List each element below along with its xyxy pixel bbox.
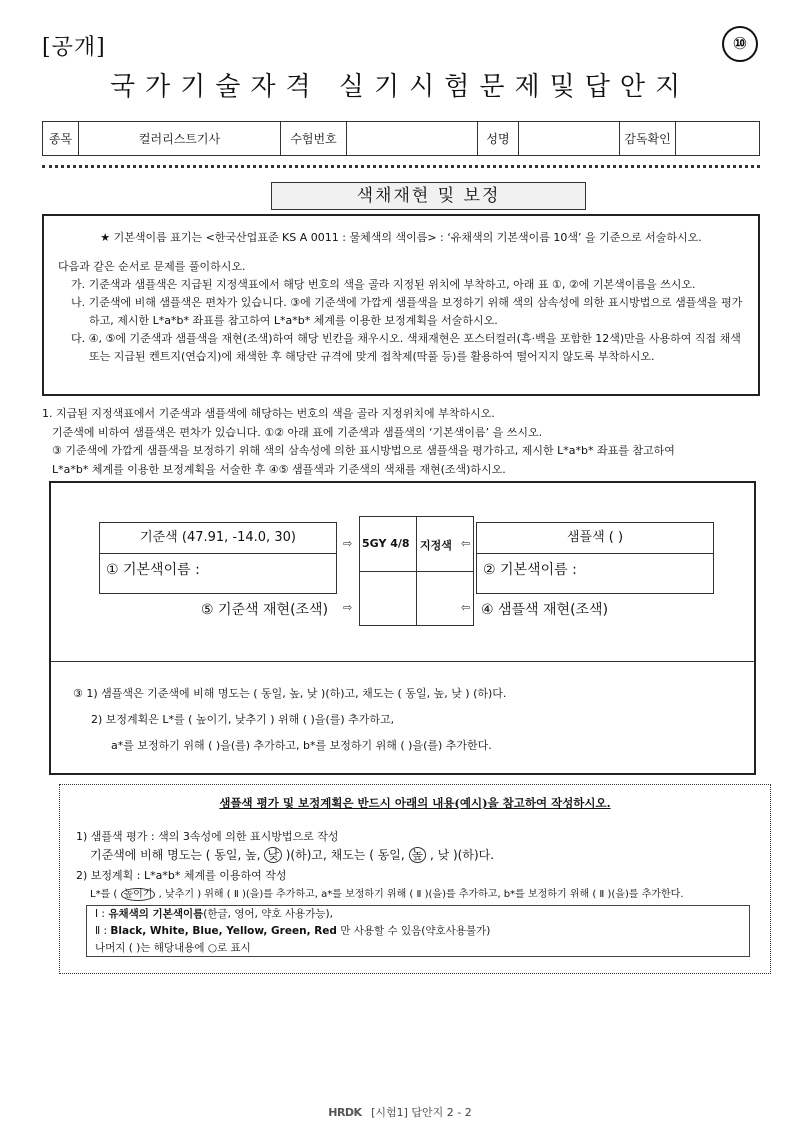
arrow-right-icon: ⇨ <box>343 537 353 550</box>
sample-color-name[interactable]: ② 기본색이름 : <box>483 562 577 578</box>
evaluation-line[interactable]: ③ 1) 샘플색은 기준색에 비해 명도는 ( 동일, 높, 낮 )(하)고, 채도는 ( 동일, 높, 낮 ) (하)다. <box>73 687 507 700</box>
circled-answer: 높이기 <box>121 888 156 901</box>
sample-reproduction-label: ④ 샘플색 재현(조색) <box>481 602 609 618</box>
legend-line: Ⅰ : 유채색의 기본색이름(한글, 영어, 약호 사용가능), <box>95 908 333 920</box>
dotted-divider <box>42 165 760 168</box>
example-line: L*를 ( 높이기 , 낮추기 ) 위해 ( Ⅱ )(을)를 추가하고, a*를 보정하기 위해 ( Ⅱ )(을)를 추가하고, b*를 보정하기 위해 ( Ⅱ )(을)를 추가한다. <box>90 889 684 900</box>
instruction-item: 다. ④, ⑤에 기준색과 샘플색을 재현(조색)하여 해당 빈칸을 채우시오. 색채재현은 포스터컬러(흑·백을 포함한 12색)만을 사용하여 직접 채색 또는 지급된 켄트지(연습지)에 채색한 후 해당란 규격에 맞게 접착제(딱풀 등)를 활용하여 떨어지지 않도록 부착하시오. <box>71 332 741 363</box>
question-text <box>42 405 762 479</box>
reference-color-header: 기준색 (47.91, -14.0, 30) <box>100 523 336 554</box>
footer-text: [시험1] 답안지 2 - 2 <box>371 1106 472 1119</box>
instruction-item: 나. 기준색에 비해 샘플색은 편차가 있습니다. ③에 기준색에 가깝게 샘플색을 보정하기 위해 색의 삼속성에 의한 표시방법으로 샘플색을 평가하고, 제시한 L*a*b* 좌표를 참고하여 L*a*b* 체계를 이용한 보정계획을 서술하시오. <box>71 296 743 327</box>
question-line: L*a*b* 체계를 이용한 보정계획을 서술한 후 ④⑤ 샘플색과 기준색의 색채를 재현(조색)하시오. <box>52 462 506 476</box>
circled-answer: 높 <box>409 847 427 863</box>
label-supervisor: 감독확인 <box>620 122 676 156</box>
example-legend <box>86 905 750 957</box>
section-title: 색채재현 및 보정 <box>271 182 586 210</box>
example-line: 기준색에 비해 명도는 ( 동일, 높, 낮 )(하)고, 채도는 ( 동일, 높 , 낮 )(하)다. <box>90 848 495 862</box>
value-exam-number[interactable] <box>347 122 478 156</box>
sample-color-header: 샘플색 ( ) <box>477 523 713 554</box>
hrdk-logo: HRDK <box>328 1106 362 1119</box>
value-category: 컬러리스트기사 <box>79 122 281 156</box>
value-name[interactable] <box>519 122 620 156</box>
info-table <box>42 121 760 156</box>
label-exam-number: 수험번호 <box>281 122 347 156</box>
example-line: 2) 보정계획 : L*a*b* 체계를 이용하여 작성 <box>76 869 287 882</box>
instructions-box <box>42 214 760 396</box>
page-title: 국가기술자격 실기시험문제및답안지 <box>109 72 691 102</box>
example-heading: 샘플색 평가 및 보정계획은 반드시 아래의 내용(예시)을 참고하여 작성하시오. <box>219 796 611 810</box>
sample-color-box <box>476 522 714 594</box>
legend-line: Ⅱ : Black, White, Blue, Yellow, Green, Red 만 사용할 수 있음(약호사용불가) <box>95 925 491 937</box>
question-line: 기준색에 비하여 샘플색은 편차가 있습니다. ①② 아래 표에 기준색과 샘플색의 ‘기본색이름’ 을 쓰시오. <box>52 425 543 439</box>
label-name: 성명 <box>478 122 519 156</box>
page-mark: ⑩ <box>722 26 758 62</box>
answer-box <box>49 481 756 775</box>
example-box <box>59 784 771 974</box>
reference-color-box <box>99 522 337 594</box>
value-supervisor[interactable] <box>676 122 760 156</box>
public-tag: [공개] <box>42 35 106 60</box>
instruction-star: ★ 기본색이름 표기는 <한국산업표준 KS A 0011 : 물체색의 색이름> : ‘유채색의 기본색이름 10색’ 을 기준으로 서술하시오. <box>100 231 702 244</box>
legend-line: 나머지 ( )는 해당내용에 ○로 표시 <box>95 942 251 954</box>
question-line: ③ 기준색에 가깝게 샘플색을 보정하기 위해 색의 삼속성에 의한 표시방법으로 샘플색을 평가하고, 제시한 L*a*b* 좌표를 참고하여 <box>52 444 675 457</box>
example-line: 1) 샘플색 평가 : 색의 3속성에 의한 표시방법으로 작성 <box>76 830 339 843</box>
arrow-left-icon: ⇦ <box>461 601 471 614</box>
page-footer <box>0 1104 800 1120</box>
reference-color-name[interactable]: ① 기본색이름 : <box>106 562 200 578</box>
instruction-item: 가. 기준색과 샘플색은 지급된 지정색표에서 해당 번호의 색을 골라 지정된 위치에 부착하고, 아래 표 ①, ②에 기본색이름을 쓰시오. <box>71 278 696 291</box>
correction-plan-line[interactable]: a*를 보정하기 위해 ( )을(를) 추가하고, b*를 보정하기 위해 ( )을(를) 추가한다. <box>111 739 492 752</box>
reference-reproduction-label: ⑤ 기준색 재현(조색) <box>201 602 329 618</box>
attach-grid[interactable] <box>359 516 474 626</box>
arrow-right-icon: ⇨ <box>343 601 353 614</box>
correction-plan-line[interactable]: 2) 보정계획은 L*를 ( 높이기, 낮추기 ) 위해 ( )을(를) 추가하고, <box>91 713 395 726</box>
question-line: 1. 지급된 지정색표에서 기준색과 샘플색에 해당하는 번호의 색을 골라 지정위치에 부착하시오. <box>42 407 495 420</box>
label-category: 종목 <box>43 122 79 156</box>
grid-code: 5GY 4/8 <box>362 537 410 550</box>
arrow-left-icon: ⇦ <box>461 537 471 550</box>
instruction-intro: 다음과 같은 순서로 문제를 풀이하시오. <box>58 260 246 273</box>
grid-label: 지정색 <box>420 539 452 552</box>
circled-answer: 낮 <box>264 847 282 863</box>
